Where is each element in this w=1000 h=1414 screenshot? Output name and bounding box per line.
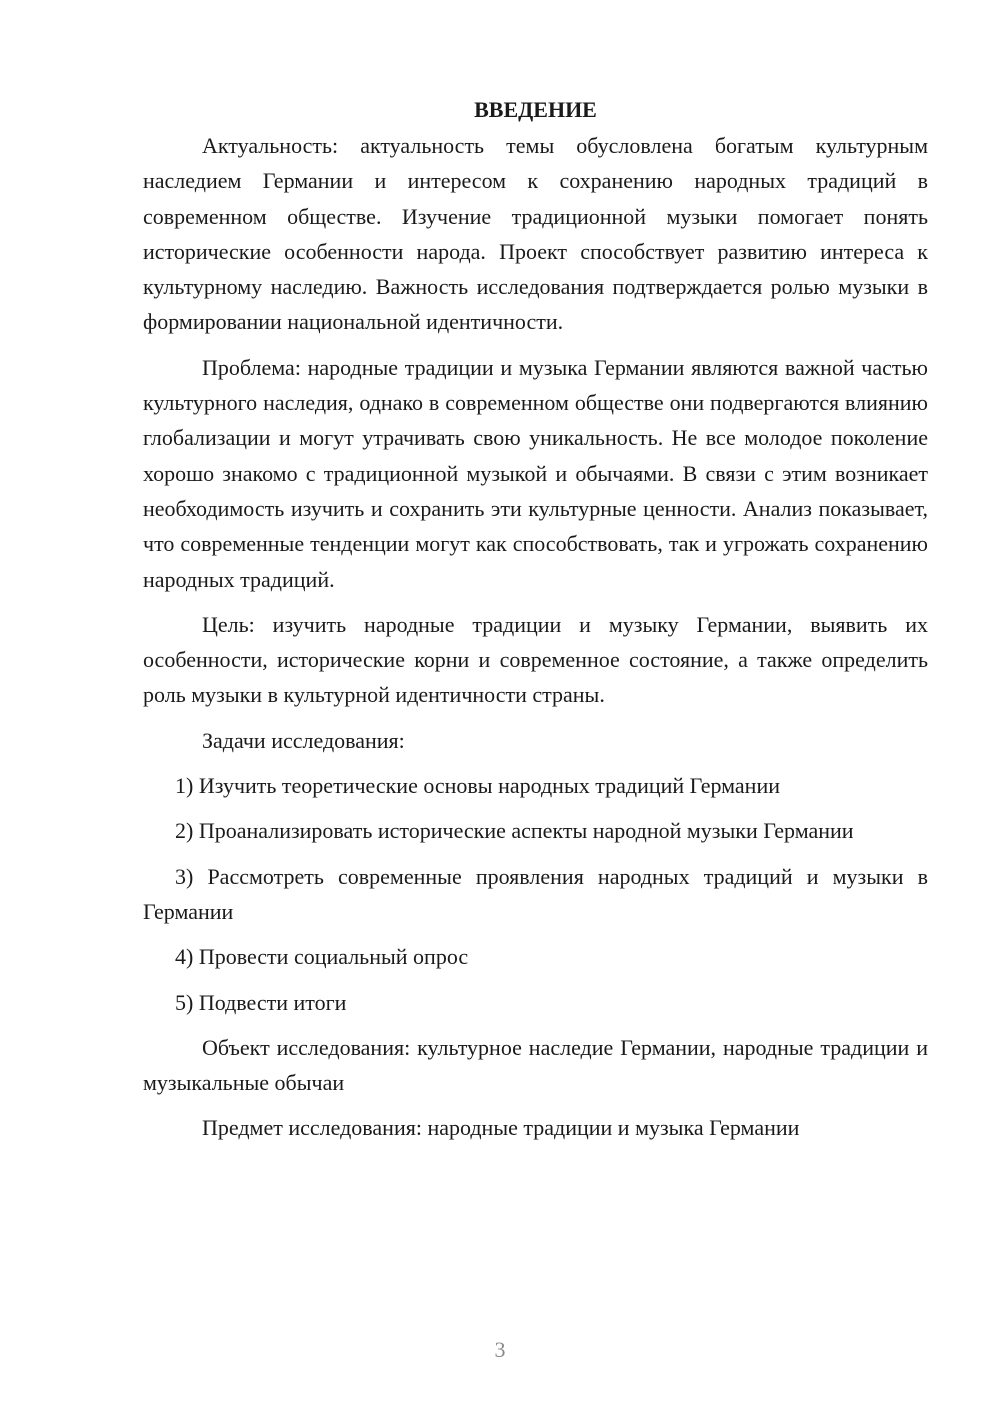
subject-paragraph: Предмет исследования: народные традиции и музыка Германии bbox=[202, 1115, 800, 1141]
task-item-1: 1) Изучить теоретические основы народных традиций Германии bbox=[175, 773, 780, 799]
task-item-5: 5) Подвести итоги bbox=[175, 989, 347, 1015]
relevance-paragraph: Актуальность: актуальность темы обусловлена богатым культурным наследием Германии и интересом к сохранению народных традиций в современном обществе. Изучение традиционной музыки помогает понять исторические особенности народа. Проект способствует развитию интереса к культурному наследию. Важность исследования подтверждается ролью музыки в формировании национальной идентичности. bbox=[143, 133, 928, 335]
object-paragraph: Объект исследования: культурное наследие Германии, народные традиции и музыкальные обычаи bbox=[143, 1034, 928, 1096]
task-item-4: 4) Провести социальный опрос bbox=[175, 944, 469, 970]
page-number: 3 bbox=[494, 1337, 506, 1362]
goal-paragraph: Цель: изучить народные традиции и музыку Германии, выявить их особенности, исторические корни и современное состояние, а также определить роль музыки в культурной идентичности страны. bbox=[143, 611, 928, 708]
tasks-heading: Задачи исследования: bbox=[202, 727, 405, 753]
page-title: ВВЕДЕНИЕ bbox=[474, 97, 597, 122]
task-item-3: 3) Рассмотреть современные проявления народных традиций и музыки в Германии bbox=[143, 863, 928, 924]
problem-paragraph: Проблема: народные традиции и музыка Германии являются важной частью культурного наследия, однако в современном обществе они подвергаются влиянию глобализации и могут утрачивать свою уникальность. Не все молодое поколение хорошо знакомо с традиционной музыкой и обычаями. В связи с этим возникает необходимость изучить и сохранить эти культурные ценности. Анализ показывает, что современные тенденции могут как способствовать, так и угрожать сохранению народных традиций. bbox=[143, 354, 928, 592]
task-item-2: 2) Проанализировать исторические аспекты народной музыки Германии bbox=[175, 818, 854, 844]
page-content bbox=[143, 92, 928, 1156]
